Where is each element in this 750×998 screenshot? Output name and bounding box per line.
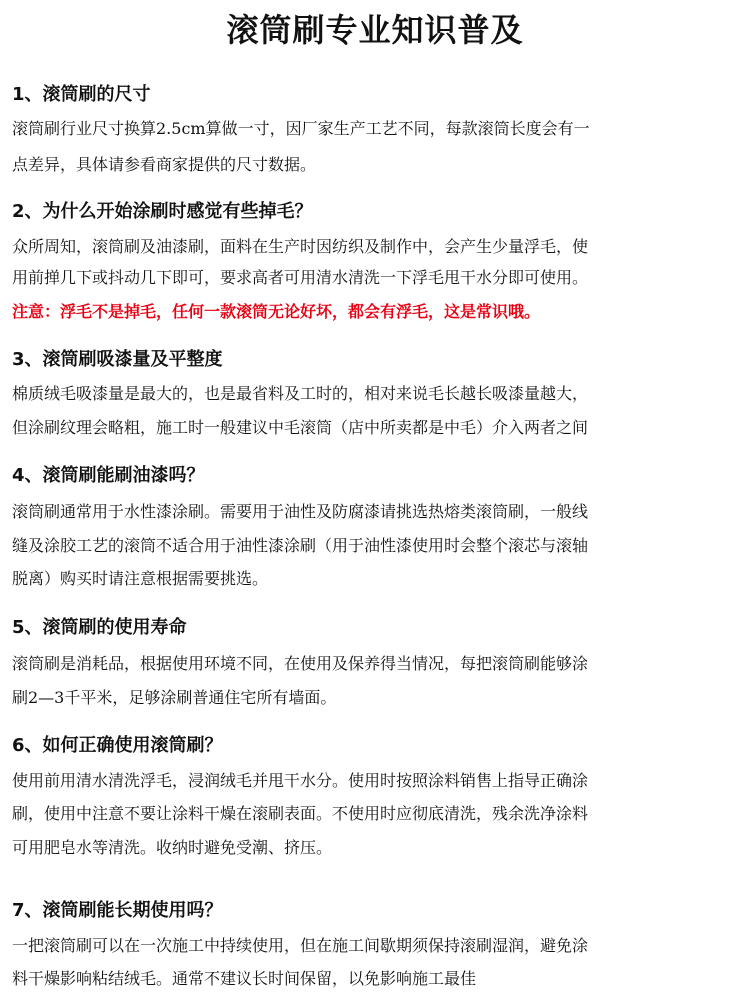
- section-2-heading: 2、为什么开始涂刷时感觉有些掉毛？: [12, 201, 313, 222]
- section-7-line-2: 料干燥影响粘结绒毛。通常不建议长时间保留，以免影响施工最佳: [12, 969, 477, 988]
- section-1-line-1: 滚筒刷行业尺寸换算2.5cm算做一寸，因厂家生产工艺不同，每款滚筒长度会有一: [12, 119, 590, 138]
- section-3-heading: 3、滚筒刷吸漆量及平整度: [12, 349, 223, 370]
- section-6-line-2: 刷，使用中注意不要让涂料干燥在滚刷表面。不使用时应彻底清洗，残余洗净涂料: [12, 804, 589, 823]
- section-4-line-2: 缝及涂胶工艺的滚筒不适合用于油性漆涂刷（用于油性漆使用时会整个滚芯与滚轴: [12, 536, 589, 555]
- section-7-heading: 7、滚筒刷能长期使用吗？: [12, 900, 223, 921]
- section-4-line-3: 脱离）购买时请注意根据需要挑选。: [12, 569, 269, 588]
- section-4-heading: 4、滚筒刷能刷油漆吗？: [12, 465, 205, 486]
- section-2-note: 注意：浮毛不是掉毛，任何一款滚筒无论好坏，都会有浮毛，这是常识哦。: [12, 302, 541, 321]
- section-3-line-1: 棉质绒毛吸漆量是最大的，也是最省料及工时的，相对来说毛长越长吸漆量越大，: [12, 384, 589, 403]
- section-7-line-1: 一把滚筒刷可以在一次施工中持续使用，但在施工间歇期须保持滚刷湿润，避免涂: [12, 936, 589, 955]
- page-title: 滚筒刷专业知识普及: [226, 11, 524, 49]
- section-6-line-1: 使用前用清水清洗浮毛，浸润绒毛并甩干水分。使用时按照涂料销售上指导正确涂: [12, 771, 589, 790]
- section-1-heading: 1、滚筒刷的尺寸: [12, 84, 151, 105]
- section-5-line-2: 刷2—3千平米，足够涂刷普通住宅所有墙面。: [12, 688, 337, 707]
- section-5-heading: 5、滚筒刷的使用寿命: [12, 617, 187, 638]
- section-6-line-3: 可用肥皂水等清洗。收纳时避免受潮、挤压。: [12, 838, 333, 857]
- section-3-line-2: 但涂刷纹理会略粗，施工时一般建议中毛滚筒（店中所卖都是中毛）介入两者之间: [12, 418, 589, 437]
- section-2-line-1: 众所周知，滚筒刷及油漆刷，面料在生产时因纺织及制作中，会产生少量浮毛，使: [12, 237, 589, 256]
- section-6-heading: 6、如何正确使用滚筒刷？: [12, 735, 223, 756]
- section-5-line-1: 滚筒刷是消耗品，根据使用环境不同，在使用及保养得当情况，每把滚筒刷能够涂: [12, 654, 589, 673]
- section-4-line-1: 滚筒刷通常用于水性漆涂刷。需要用于油性及防腐漆请挑选热熔类滚筒刷，一般线: [12, 502, 589, 521]
- section-2-line-2: 用前掸几下或抖动几下即可，要求高者可用清水清洗一下浮毛甩干水分即可使用。: [12, 268, 589, 287]
- section-1-line-2: 点差异，具体请参看商家提供的尺寸数据。: [12, 155, 317, 174]
